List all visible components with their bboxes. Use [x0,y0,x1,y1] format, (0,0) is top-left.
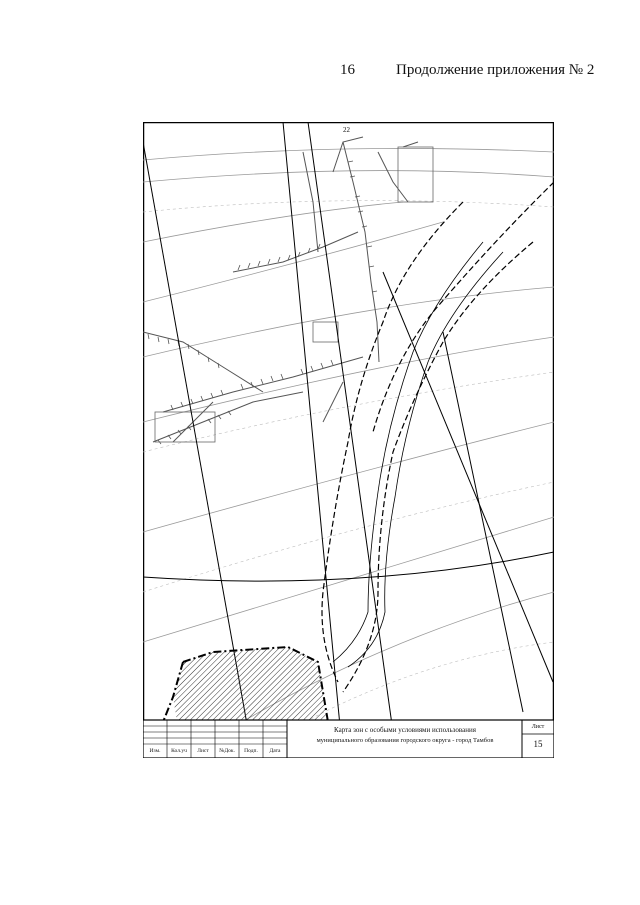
col-list: Лист [197,748,209,754]
col-data: Дата [269,748,281,754]
map-drawing [143,122,554,758]
description-line-2: муниципального образования городского округа - город Тамбов [316,737,494,744]
col-podp: Подп. [244,748,258,754]
col-izm: Изм. [149,748,161,754]
sheet-label: Лист [531,724,545,730]
col-kol-uch: Кол.уч [171,748,187,754]
sheet-number: 15 [533,739,543,749]
page-title: Продолжение приложения № 2 [396,62,595,78]
map-sheet [143,122,554,758]
page-number: 16 [340,62,355,78]
description-line-1: Карта зон с особыми условиями использования [334,726,476,734]
col-doc: №Док. [219,748,235,754]
road-label: 22 [343,126,350,134]
